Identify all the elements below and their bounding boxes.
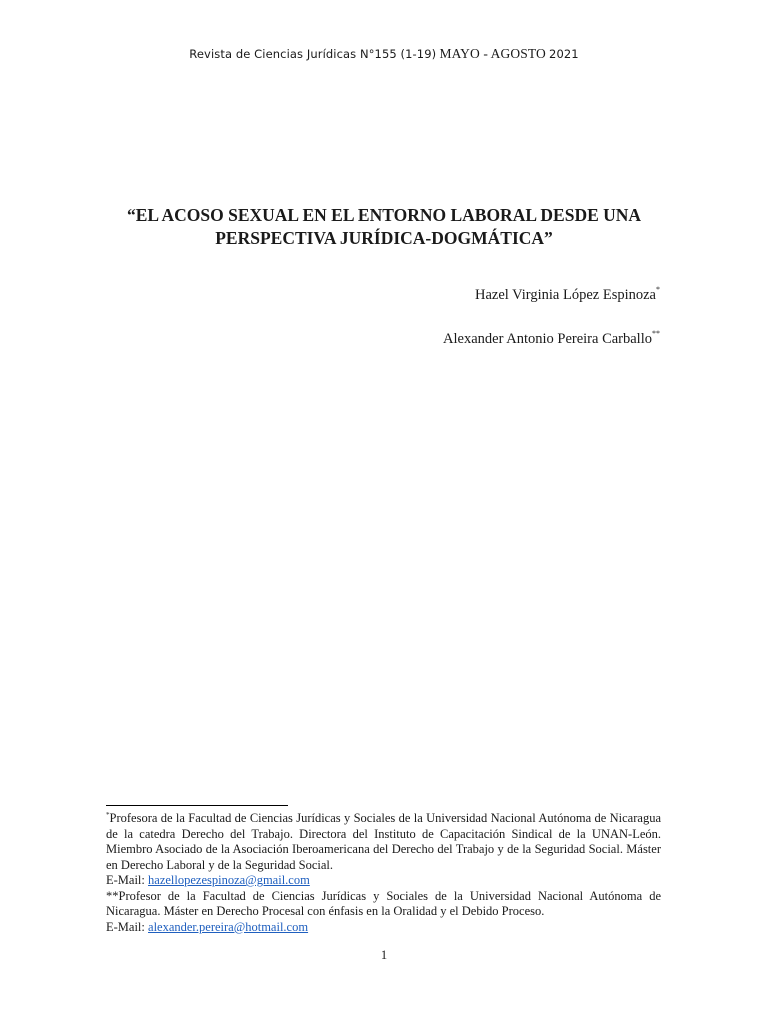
- author-footnote-mark: **: [652, 329, 660, 338]
- footnote-mark: *: [106, 811, 110, 819]
- author-name: Hazel Virginia López Espinoza: [475, 287, 656, 303]
- footnotes: [106, 811, 661, 935]
- title-line-2: PERSPECTIVA JURÍDICA-DOGMÁTICA”: [215, 228, 553, 248]
- author-footnote-mark: *: [656, 285, 660, 294]
- email-label: E-Mail:: [106, 919, 145, 934]
- issue-year: 2021: [549, 47, 579, 61]
- footnote-1-email-line: [106, 873, 661, 889]
- issue-period: MAYO - AGOSTO: [439, 46, 546, 61]
- page-number: 1: [380, 948, 388, 962]
- journal-name: Revista de Ciencias Jurídicas N°155 (1-19): [189, 47, 437, 61]
- author-1: [475, 287, 660, 304]
- author-2: [443, 331, 660, 348]
- email-link-hazel[interactable]: hazellopezespinoza@gmail.com: [148, 873, 310, 887]
- footnote-2-email-line: [106, 920, 661, 936]
- article-title: [60, 204, 708, 250]
- footnote-2-text: **Profesor de la Facultad de Ciencias Jurídicas y Sociales de la Universidad Nacional Autónoma de Nicaragua. Máster en Derecho Procesal con énfasis en la Oralidad y el Debido Proceso.: [106, 888, 661, 918]
- footnote-2: [106, 889, 661, 920]
- email-label: E-Mail:: [106, 873, 145, 887]
- title-line-1: “EL ACOSO SEXUAL EN EL ENTORNO LABORAL DESDE UNA: [126, 205, 642, 225]
- footnote-1: [106, 811, 661, 873]
- footnote-1-text: Profesora de la Facultad de Ciencias Jurídicas y Sociales de la Universidad Nacional Autónoma de Nicaragua de la catedra Derecho del Trabajo. Directora del Instituto de Capacitación Sindical de la UNAN-León. Miembro Asociado de la Asociación Iberoamericana del Derecho del Trabajo y de la Seguridad Social. Máster en Derecho Laboral y de la Seguridad Social.: [106, 811, 661, 872]
- footnote-separator: [106, 805, 288, 806]
- author-name: Alexander Antonio Pereira Carballo: [443, 331, 652, 347]
- running-header: [0, 46, 768, 62]
- email-link-alexander[interactable]: alexander.pereira@hotmail.com: [148, 919, 309, 934]
